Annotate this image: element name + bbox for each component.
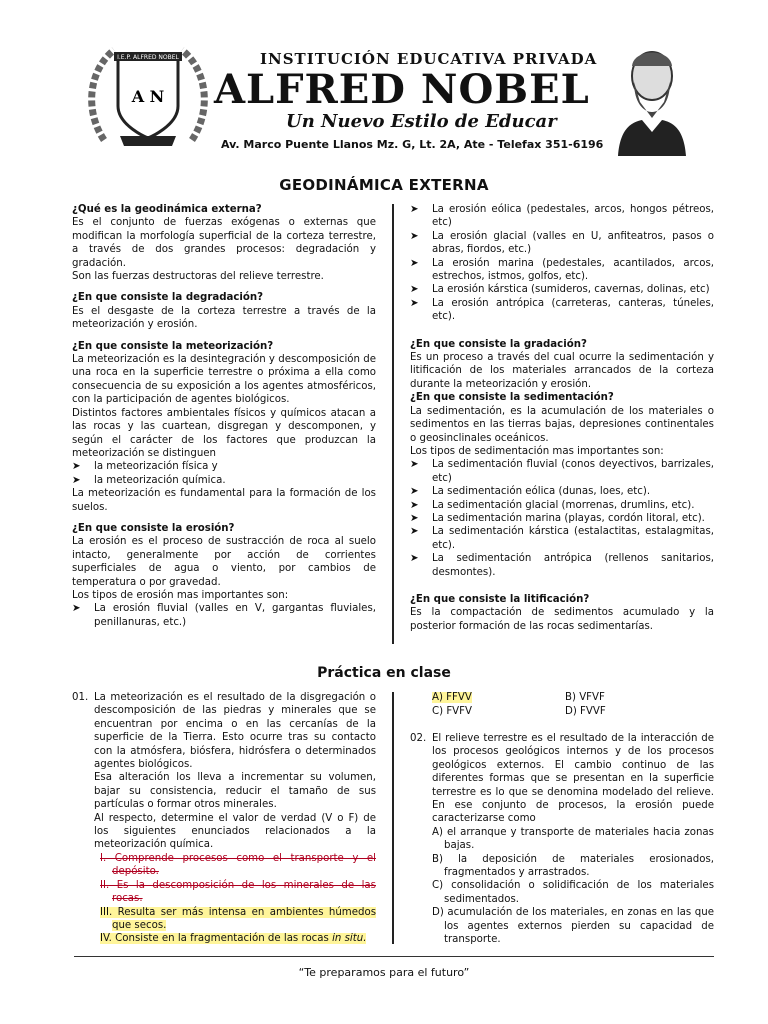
- question-heading: ¿Qué es la geodinámica externa?: [72, 204, 262, 215]
- arrow-bullet-icon: ➤: [72, 474, 81, 486]
- question-heading: ¿En que consiste la sedimentación?: [410, 392, 614, 404]
- question-heading: ¿En que consiste la meteorización?: [72, 340, 274, 352]
- answer-option-b[interactable]: B) la deposición de materiales erosionados, fragmentados y arrastrados.: [432, 853, 714, 879]
- list-item: ➤ La erosión marina (pedestales, acantilados, arcos, estrechos, istmos, golfos, etc).: [410, 257, 714, 283]
- question-heading: ¿En que consiste la litificación?: [410, 593, 590, 605]
- arrow-bullet-icon: ➤: [72, 603, 81, 615]
- right-column: [410, 203, 714, 633]
- arrow-bullet-icon: ➤: [410, 297, 419, 309]
- paragraph: Los tipos de erosión mas importantes son:: [72, 589, 289, 601]
- paragraph: Es el conjunto de fuerzas exógenas o externas que modifican la morfología superficial de la corteza terrestre, a través de dos grandes procesos: degradación y gradación.: [72, 217, 376, 269]
- paragraph: Los tipos de sedimentación mas importantes son:: [410, 445, 664, 457]
- crest-text: I.E.P. ALFRED NOBEL: [117, 54, 179, 61]
- list-item: ➤ La erosión fluvial (valles en V, gargantas fluviales, penillanuras, etc.): [72, 603, 376, 628]
- answer-option-c[interactable]: C) FVFV: [432, 706, 472, 717]
- answer-option-d[interactable]: D) FVVF: [565, 706, 606, 717]
- paragraph: La sedimentación, es la acumulación de los materiales o sedimentos en las tierras bajas, depresiones continentales o geosinclinales oceánicos.: [410, 405, 714, 444]
- paragraph: La meteorización es fundamental para la formación de los suelos.: [72, 488, 376, 513]
- statement-iii: III. Resulta ser más intensa en ambientes húmedos que secos.: [100, 906, 376, 931]
- arrow-bullet-icon: ➤: [72, 461, 81, 473]
- question-2: [410, 732, 714, 947]
- arrow-bullet-icon: ➤: [410, 204, 419, 215]
- list-item: ➤ la meteorización química.: [72, 474, 226, 486]
- question-text: El relieve terrestre es el resultado de la interacción de los procesos geológicos internos y de los procesos geológicos externos. El cambio continuo de las diferentes formas que se presentan en la superficie terrestre es lo que se denomina modelado del relieve. En ese conjunto de procesos, la erosión puede caracterizarse como: [432, 733, 714, 825]
- crest-letters: A N: [131, 87, 165, 106]
- column-divider: [392, 204, 394, 644]
- school-slogan: Un Nuevo Estilo de Educar: [286, 111, 557, 132]
- list-item: ➤ La erosión eólica (pedestales, arcos, hongos pétreos, etc): [410, 204, 714, 229]
- list-item: ➤ La sedimentación fluvial (conos deyectivos, barrizales, etc): [410, 459, 714, 484]
- question-number: 01.: [72, 692, 89, 703]
- list-item: ➤ La sedimentación glacial (morrenas, drumlins, etc).: [410, 499, 695, 511]
- list-item: ➤ La erosión kárstica (sumideros, cavernas, dolinas, etc): [410, 284, 710, 296]
- left-column: [72, 203, 376, 629]
- practice-title: Práctica en clase: [317, 665, 451, 681]
- question-number: 02.: [410, 733, 427, 744]
- school-address: Av. Marco Puente Llanos Mz. G, Lt. 2A, Ate - Telefax 351-6196: [221, 138, 604, 151]
- answer-option-d[interactable]: D) acumulación de los materiales, en zonas en las que los agentes externos pierden su capacidad de transporte.: [432, 907, 714, 946]
- footer-divider: [74, 956, 714, 957]
- arrow-bullet-icon: ➤: [410, 284, 419, 296]
- question-text: La meteorización es el resultado de la disgregación o descomposición de las piedras y minerales que se encuentran por encima o en las cercanías de la superficie de la Tierra. Esto ocurre tras su contacto con la atmósfera, biósfera, hidrósfera o determinados agentes biológicos.: [94, 692, 376, 771]
- list-item: ➤ La sedimentación eólica (dunas, loes, etc).: [410, 486, 651, 498]
- arrow-bullet-icon: ➤: [410, 257, 419, 269]
- column-divider: [392, 692, 394, 944]
- alfred-nobel-portrait: [612, 42, 692, 156]
- paragraph: La meteorización es la desintegración y descomposición de una roca en la superficie terrestre o próxima a ella como consecuencia de su exposición a los agentes atmosféricos, con la participación de agentes biológicos.: [72, 354, 376, 406]
- school-name: ALFRED NOBEL: [214, 66, 590, 113]
- institution-label: INSTITUCIÓN EDUCATIVA PRIVADA: [260, 50, 598, 68]
- list-item: ➤ la meteorización física y: [72, 461, 218, 473]
- paragraph: Es la compactación de sedimentos acumulado y la posterior formación de las rocas sedimentarías.: [410, 607, 714, 632]
- paragraph: Es un proceso a través del cual ocurre la sedimentación y litificación de los materiales arrancados de la corteza durante la meteorización y erosión.: [410, 352, 714, 390]
- arrow-bullet-icon: ➤: [410, 230, 419, 242]
- question-1: [72, 691, 376, 946]
- paragraph: La erosión es el proceso de sustracción de roca al suelo intacto, generalmente por acción de corrientes superficiales de agua o viento, por cambios de temperatura o por gravedad.: [72, 536, 376, 588]
- list-item: ➤ La sedimentación antrópica (rellenos sanitarios, desmontes).: [410, 553, 714, 578]
- page-title: GEODINÁMICA EXTERNA: [279, 176, 489, 194]
- paragraph: Son las fuerzas destructoras del relieve terrestre.: [72, 271, 324, 283]
- arrow-bullet-icon: ➤: [410, 526, 419, 538]
- paragraph: Distintos factores ambientales físicos y químicos atacan a las rocas y las cuartean, disgregan y descomponen, y según el carácter de los factores que produzcan la meteorización se distinguen: [72, 407, 376, 459]
- statement-i: I. Comprende procesos como el transporte y el depósito.: [100, 852, 376, 878]
- list-item: ➤ La erosión antrópica (carreteras, canteras, túneles, etc).: [410, 297, 714, 323]
- arrow-bullet-icon: ➤: [410, 459, 419, 471]
- arrow-bullet-icon: ➤: [410, 553, 419, 565]
- answer-option-a[interactable]: A) FFVV: [432, 692, 472, 703]
- statement-iv: IV. Consiste en la fragmentación de las rocas in situ.: [100, 933, 367, 945]
- paragraph: Es el desgaste de la corteza terrestre a través de la meteorización y erosión.: [72, 305, 376, 331]
- question-heading: ¿En que consiste la erosión?: [72, 522, 235, 534]
- paragraph: Esa alteración los lleva a incrementar su volumen, bajar su consistencia, reducir el tamaño de sus partículas o formar otros minerales.: [94, 772, 376, 811]
- arrow-bullet-icon: ➤: [410, 499, 419, 511]
- footer-motto: “Te preparamos para el futuro”: [298, 966, 470, 979]
- statement-ii: II. Es la descomposición de los minerales de las rocas.: [100, 879, 376, 905]
- list-item: ➤ La erosión glacial (valles en U, anfiteatros, pasos o abras, fiordos, etc.): [410, 230, 714, 256]
- answer-option-c[interactable]: C) consolidación o solidificación de los materiales sedimentados.: [432, 880, 714, 905]
- answer-option-a[interactable]: A) el arranque y transporte de materiales hacia zonas bajas.: [432, 826, 714, 852]
- question-heading: ¿En que consiste la gradación?: [410, 338, 587, 350]
- list-item: ➤ La sedimentación kárstica (estalactitas, estalagmitas, etc).: [410, 526, 714, 551]
- arrow-bullet-icon: ➤: [410, 512, 419, 524]
- school-crest-logo: [84, 40, 212, 158]
- paragraph: Al respecto, determine el valor de verdad (V o F) de los siguientes enunciados relacionados a la meteorización química.: [94, 812, 376, 851]
- list-item: ➤ La sedimentación marina (playas, cordón litoral, etc).: [410, 512, 705, 524]
- answer-option-b[interactable]: B) VFVF: [565, 692, 605, 703]
- arrow-bullet-icon: ➤: [410, 486, 419, 498]
- question-heading: ¿En que consiste la degradación?: [72, 292, 264, 304]
